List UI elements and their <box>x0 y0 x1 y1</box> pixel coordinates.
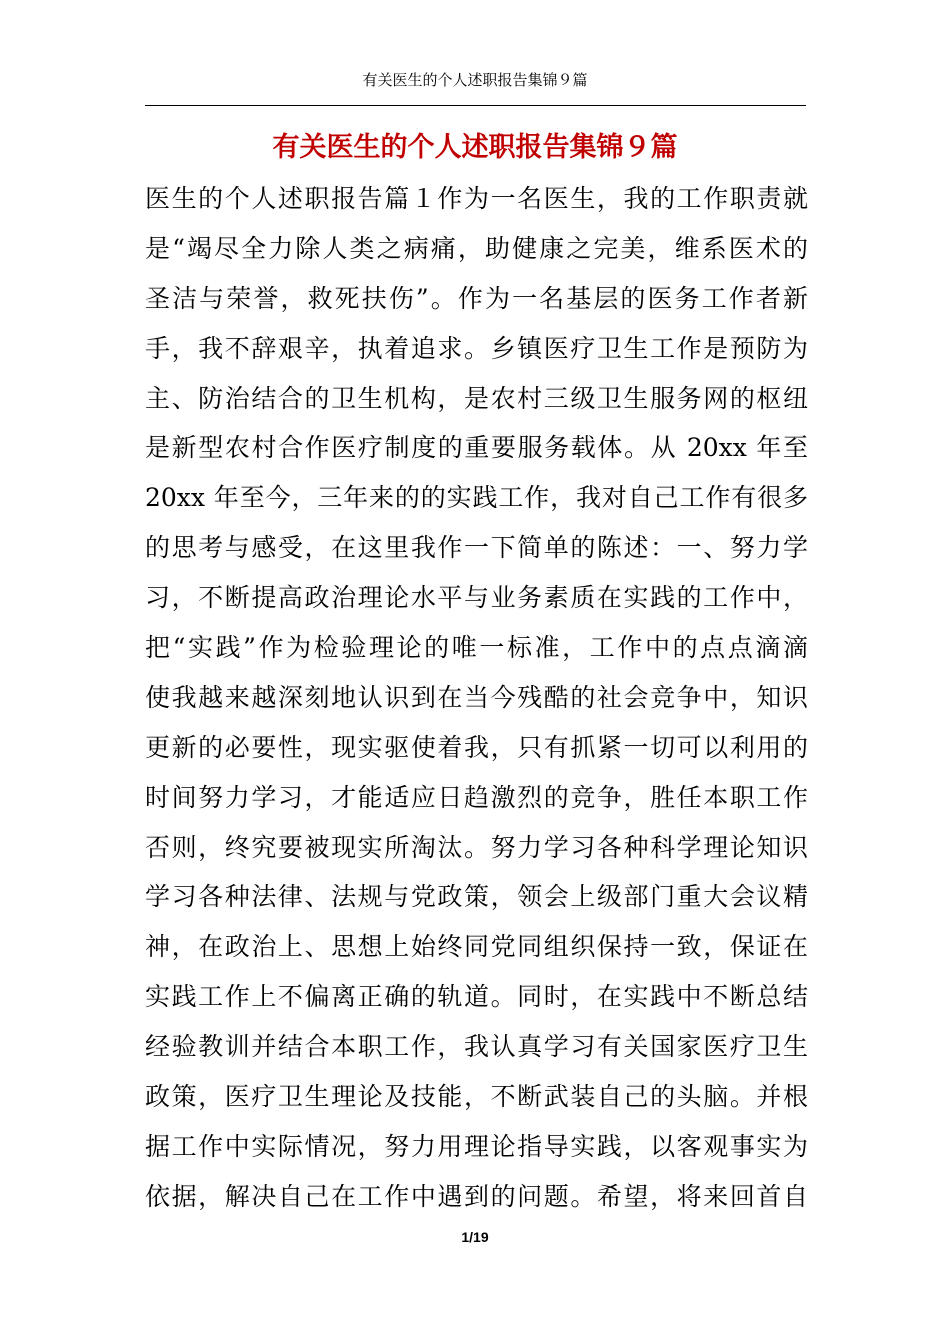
body-line: 医生的个人述职报告篇１作为一名医生，我的工作职责就 <box>145 184 808 213</box>
body-line: 使我越来越深刻地认识到在当今残酷的社会竞争中，知识 <box>145 682 808 712</box>
body-line: 实践工作上不偏离正确的轨道。同时，在实践中不断总结 <box>145 982 808 1012</box>
body-line: 20xx 年至今，三年来的的实践工作，我对自己工作有很多 <box>145 483 808 513</box>
body-line: 主、防治结合的卫生机构，是农村三级卫生服务网的枢纽 <box>145 383 808 413</box>
body-paragraph <box>145 174 808 1222</box>
body-line: 圣洁与荣誉，救死扶伤”。作为一名基层的医务工作者新 <box>145 283 808 313</box>
body-line: 的思考与感受，在这里我作一下简单的陈述：一、努力学 <box>145 533 808 563</box>
body-line: 时间努力学习，才能适应日趋激烈的竞争，胜任本职工作 <box>145 782 808 812</box>
body-line: 把“实践”作为检验理论的唯一标准，工作中的点点滴滴 <box>145 633 808 663</box>
header-divider <box>145 105 806 106</box>
body-line: 经验教训并结合本职工作，我认真学习有关国家医疗卫生 <box>145 1032 808 1062</box>
body-line: 手，我不辞艰辛，执着追求。乡镇医疗卫生工作是预防为 <box>145 333 808 363</box>
running-header: 有关医生的个人述职报告集锦９篇 <box>362 71 588 89</box>
document-title: 有关医生的个人述职报告集锦９篇 <box>272 132 678 163</box>
body-line: 否则，终究要被现实所淘汰。努力学习各种科学理论知识 <box>145 832 808 862</box>
body-line: 依据，解决自己在工作中遇到的问题。希望，将来回首自 <box>145 1181 808 1211</box>
body-line: 据工作中实际情况，努力用理论指导实践，以客观事实为 <box>145 1131 808 1161</box>
page-number: 1/19 <box>461 1229 489 1245</box>
body-line: 是“竭尽全力除人类之病痛，助健康之完美，维系医术的 <box>145 233 808 263</box>
body-line: 政策，医疗卫生理论及技能，不断武装自己的头脑。并根 <box>145 1082 808 1112</box>
body-line: 学习各种法律、法规与党政策，领会上级部门重大会议精 <box>145 882 808 912</box>
body-line: 神，在政治上、思想上始终同党同组织保持一致，保证在 <box>145 932 808 962</box>
body-line: 更新的必要性，现实驱使着我，只有抓紧一切可以利用的 <box>145 732 808 762</box>
body-line: 习，不断提高政治理论水平与业务素质在实践的工作中， <box>145 583 808 613</box>
body-line: 是新型农村合作医疗制度的重要服务载体。从 20xx 年至 <box>145 433 808 463</box>
